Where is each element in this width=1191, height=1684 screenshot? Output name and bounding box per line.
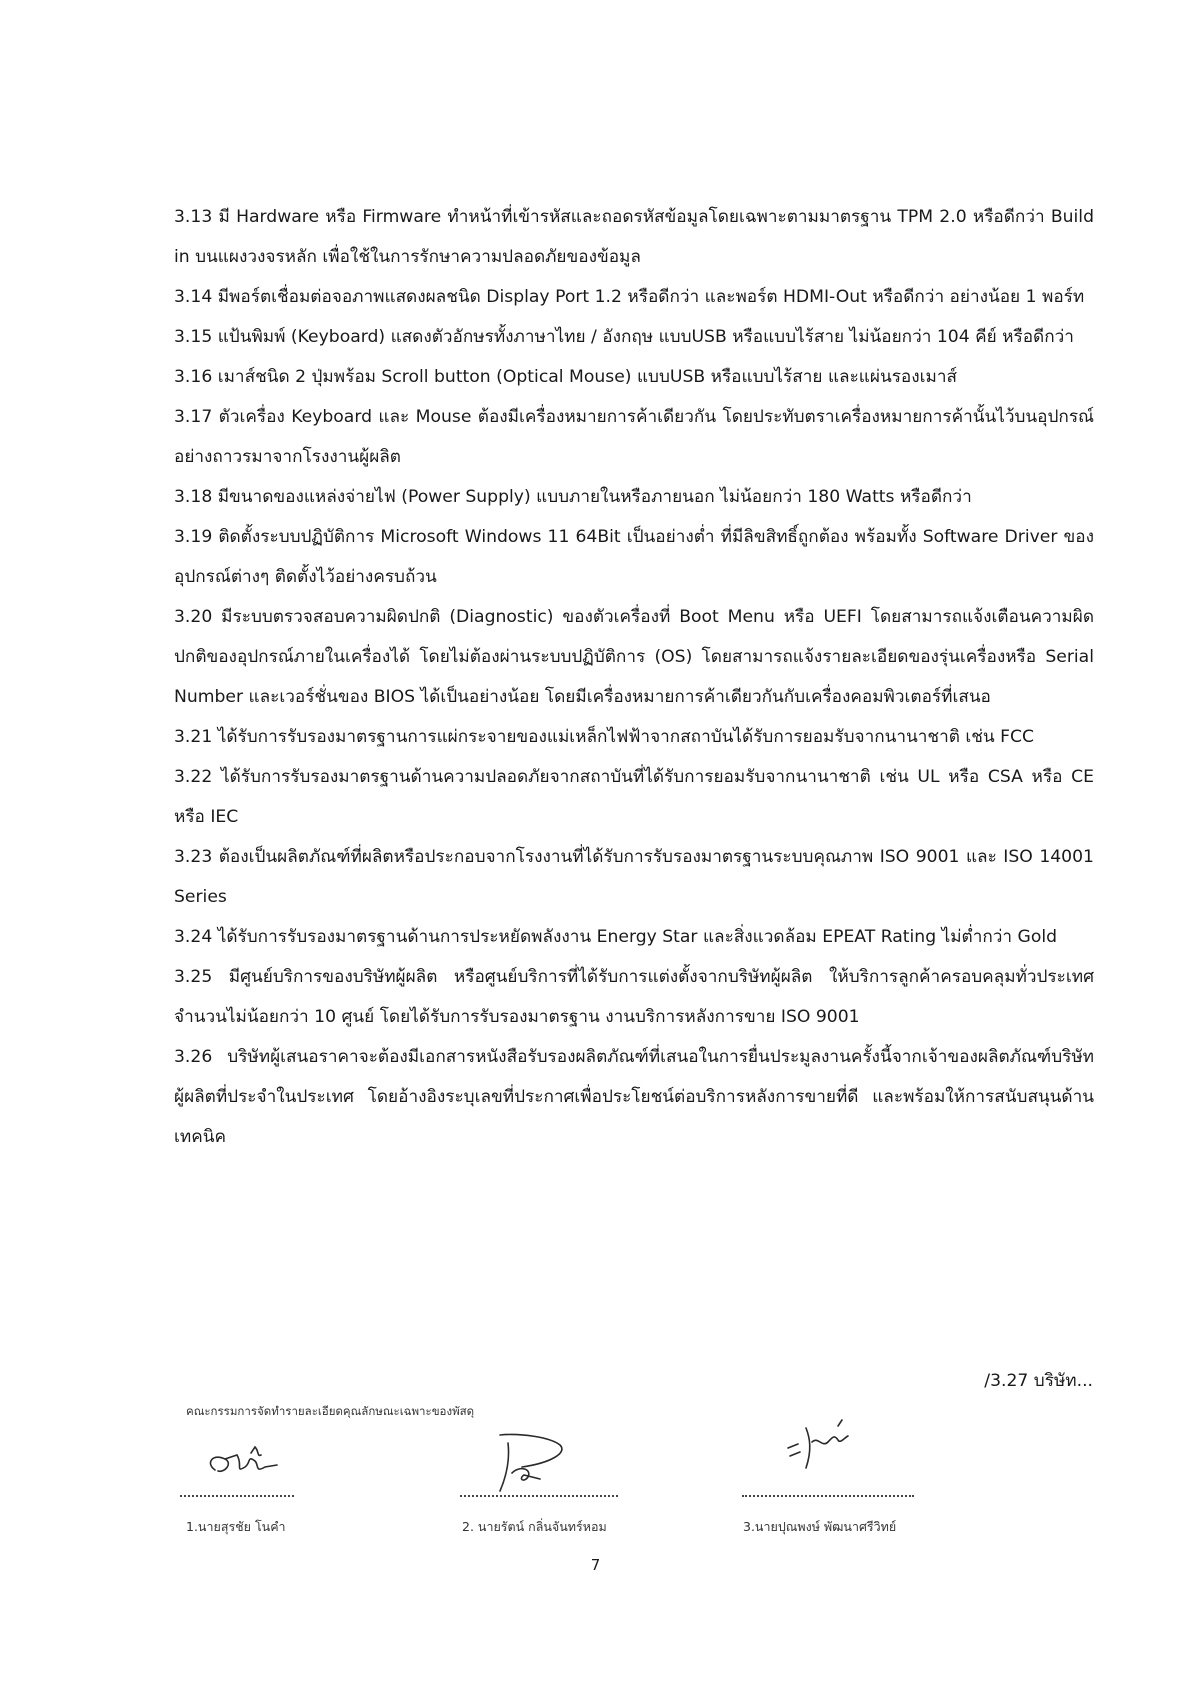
spec-item-3-26: 3.26 บริษัทผู้เสนอราคาจะต้องมีเอกสารหนังสือรับรองผลิตภัณฑ์ที่เสนอในการยื่นประมูลงานครั้งนี้จากเจ้าของผลิตภัณฑ์บริษัทผู้ผลิตที่ประจำในประเทศ โดยอ้างอิงระบุเลขที่ประกาศเพื่อประโยชน์ต่อบริการหลังการขายที่ดี และพร้อมให้การสนับสนุนด้านเทคนิค [174,1047,1094,1147]
signature-2 [460,1425,660,1495]
signature-line-1 [180,1495,294,1497]
continuation-marker: /3.27 บริษัท... [984,1371,1093,1391]
committee-member-1: 1.นายสุรชัย โนคำ [186,1519,286,1534]
committee-title: คณะกรรมการจัดทำรายละเอียดคุณลักษณะเฉพาะของพัสดุ [186,1404,475,1418]
committee-member-3: 3.นายปุณพงษ์ พัฒนาศรีวิทย์ [743,1519,897,1534]
page-number: 7 [590,1556,601,1574]
signature-line-3 [742,1495,914,1497]
spec-item-3-14: 3.14 มีพอร์ตเชื่อมต่อจอภาพแสดงผลชนิด Display Port 1.2 หรือดีกว่า และพอร์ต HDMI-Out หรือดีกว่า อย่างน้อย 1 พอร์ท [174,287,1085,307]
spec-item-3-16: 3.16 เมาส์ชนิด 2 ปุ่มพร้อม Scroll button (Optical Mouse) แบบUSB หรือแบบไร้สาย และแผ่นรองเมาส์ [174,367,957,387]
signature-line-2 [460,1495,618,1497]
spec-item-3-22: 3.22 ได้รับการรับรองมาตรฐานด้านความปลอดภัยจากสถาบันที่ได้รับการยอมรับจากนานาชาติ เช่น UL หรือ CSA หรือ CE หรือ IEC [174,767,1094,827]
specification-list [174,197,1094,1157]
spec-item-3-25: 3.25 มีศูนย์บริการของบริษัทผู้ผลิต หรือศูนย์บริการที่ได้รับการแต่งตั้งจากบริษัทผู้ผลิต ให้บริการลูกค้าครอบคลุมทั่วประเทศจำนวนไม่น้อยกว่า 10 ศูนย์ โดยได้รับการรับรองมาตรฐาน งานบริการหลังการขาย ISO 9001 [174,967,1094,1027]
spec-item-3-21: 3.21 ได้รับการรับรองมาตรฐานการแผ่กระจายของแม่เหล็กไฟฟ้าจากสถาบันได้รับการยอมรับจากนานาชาติ เช่น FCC [174,727,1035,747]
spec-item-3-15: 3.15 แป้นพิมพ์ (Keyboard) แสดงตัวอักษรทั้งภาษาไทย / อังกฤษ แบบUSB หรือแบบไร้สาย ไม่น้อยกว่า 104 คีย์ หรือดีกว่า [174,327,1074,347]
committee-member-2: 2. นายรัตน์ กลิ่นจันทร์หอม [462,1519,607,1534]
spec-item-3-23: 3.23 ต้องเป็นผลิตภัณฑ์ที่ผลิตหรือประกอบจากโรงงานที่ได้รับการรับรองมาตรฐานระบบคุณภาพ ISO 9001 และ ISO 14001 Series [174,847,1094,907]
spec-item-3-17: 3.17 ตัวเครื่อง Keyboard และ Mouse ต้องมีเครื่องหมายการค้าเดียวกัน โดยประทับตราเครื่องหมายการค้านั้นไว้บนอุปกรณ์อย่างถาวรมาจากโรงงานผู้ผลิต [174,407,1094,467]
signature-3 [768,1408,968,1478]
spec-item-3-19: 3.19 ติดตั้งระบบปฏิบัติการ Microsoft Windows 11 64Bit เป็นอย่างต่ำ ที่มีลิขสิทธิ์ถูกต้อง พร้อมทั้ง Software Driver ของอุปกรณ์ต่างๆ ติดตั้งไว้อย่างครบถ้วน [174,527,1094,587]
spec-item-3-18: 3.18 มีขนาดของแหล่งจ่ายไฟ (Power Supply) แบบภายในหรือภายนอก ไม่น้อยกว่า 180 Watts หรือดีกว่า [174,487,972,507]
spec-item-3-20: 3.20 มีระบบตรวจสอบความผิดปกติ (Diagnostic) ของตัวเครื่องที่ Boot Menu หรือ UEFI โดยสามารถแจ้งเตือนความผิดปกติของอุปกรณ์ภายในเครื่องได้ โดยไม่ต้องผ่านระบบปฏิบัติการ (OS) โดยสามารถแจ้งรายละเอียดของรุ่นเครื่องหรือ Serial Number และเวอร์ชั่นของ BIOS ได้เป็นอย่างน้อย โดยมีเครื่องหมายการค้าเดียวกันกับเครื่องคอมพิวเตอร์ที่เสนอ [174,607,1094,707]
spec-item-3-24: 3.24 ได้รับการรับรองมาตรฐานด้านการประหยัดพลังงาน Energy Star และสิ่งแวดล้อม EPEAT Rating ไม่ต่ำกว่า Gold [174,927,1058,947]
spec-item-3-13: 3.13 มี Hardware หรือ Firmware ทำหน้าที่เข้ารหัสและถอดรหัสข้อมูลโดยเฉพาะตามมาตรฐาน TPM 2.0 หรือดีกว่า Build in บนแผงวงจรหลัก เพื่อใช้ในการรักษาความปลอดภัยของข้อมูล [174,207,1094,267]
signature-1 [185,1425,385,1495]
